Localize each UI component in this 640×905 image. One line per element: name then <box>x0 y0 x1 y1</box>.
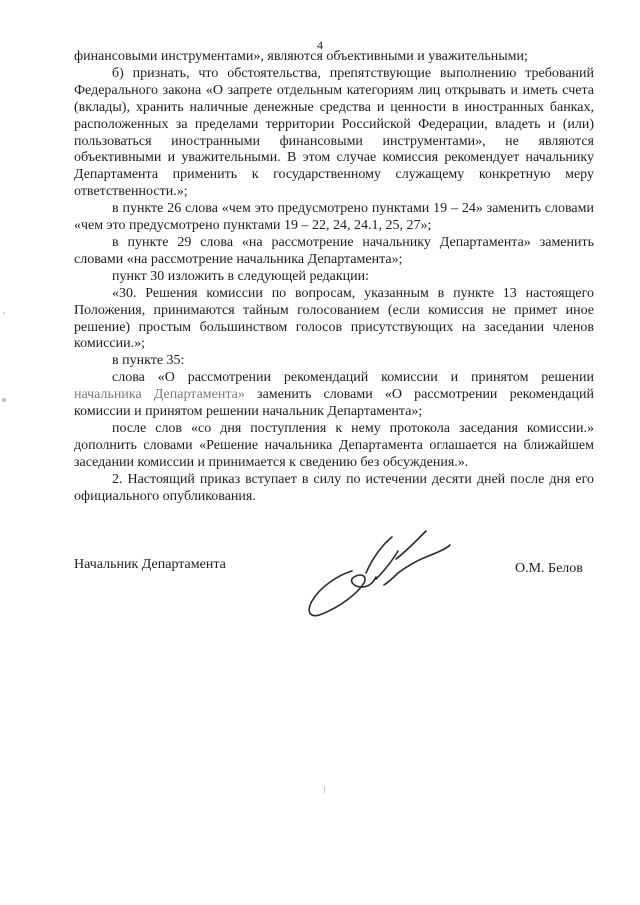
paragraph-clause-35-words <box>74 370 594 421</box>
paragraph-clause-35-addition: после слов «со дня поступления к нему протокола заседания комиссии.» дополнить словами «Решение начальника Департамента оглашается на ближайшем заседании комиссии и принимается к сведению без обсуждения.». <box>74 420 594 470</box>
clause-35-words-end: заменить словами «О рассмотрении рекомендаций комиссии и принятом решении начальник Департамента»; <box>74 387 595 420</box>
paragraph-clause-29: в пункте 29 слова «на рассмотрение начальнику Департамента» заменить словами «на рассмотрение начальника Департамента»; <box>74 234 594 267</box>
signatory-title: Начальник Департамента <box>74 557 226 572</box>
scan-artifact <box>3 312 5 314</box>
scan-artifact <box>324 786 325 793</box>
document-body <box>74 49 594 505</box>
paragraph-clause-26: в пункте 26 слова «чем это предусмотрено пунктами 19 – 24» заменить словами «чем это предусмотрено пунктами 19 – 22, 24, 24.1, 25, 27»; <box>74 201 594 234</box>
clause-35-words-start: слова «О рассмотрении рекомендаций комиссии и принятом решении <box>112 370 594 386</box>
paragraph-effective-date: 2. Настоящий приказ вступает в силу по истечении десяти дней после дня его официального опубликования. <box>74 471 594 504</box>
paragraph-clause-35-intro: в пункте 35: <box>112 353 185 369</box>
paragraph-item-b: б) признать, что обстоятельства, препятствующие выполнению требований Федерального закона «О запрете отдельным категориям лиц открывать и иметь счета (вклады), хранить наличные денежные средства и ценности в иностранных банках, расположенных за пределами территории Российской Федерации, владеть и (или) пользоваться иностранными финансовыми инструментами», не являются объективными и уважительными. В этом случае комиссия рекомендует начальнику Департамента применить к государственному служащему конкретную меру ответственности.»; <box>74 65 594 200</box>
paragraph-clause-30-intro: пункт 30 изложить в следующей редакции: <box>112 268 369 284</box>
page-number: 4 <box>317 38 323 52</box>
paragraph-continuation: финансовыми инструментами», являются объективными и уважительными; <box>74 49 528 64</box>
paragraph-clause-30-text: «30. Решения комиссии по вопросам, указанным в пункте 13 настоящего Положения, принимаются тайным голосованием (если комиссия не примет иное решение) простым большинством голосов присутствующих на заседании членов комиссии.»; <box>74 285 594 352</box>
scan-artifact <box>2 398 6 402</box>
clause-35-words-faint: начальника Департамента» <box>74 387 245 403</box>
handwritten-signature <box>300 515 480 625</box>
signatory-name: О.М. Белов <box>515 561 583 576</box>
